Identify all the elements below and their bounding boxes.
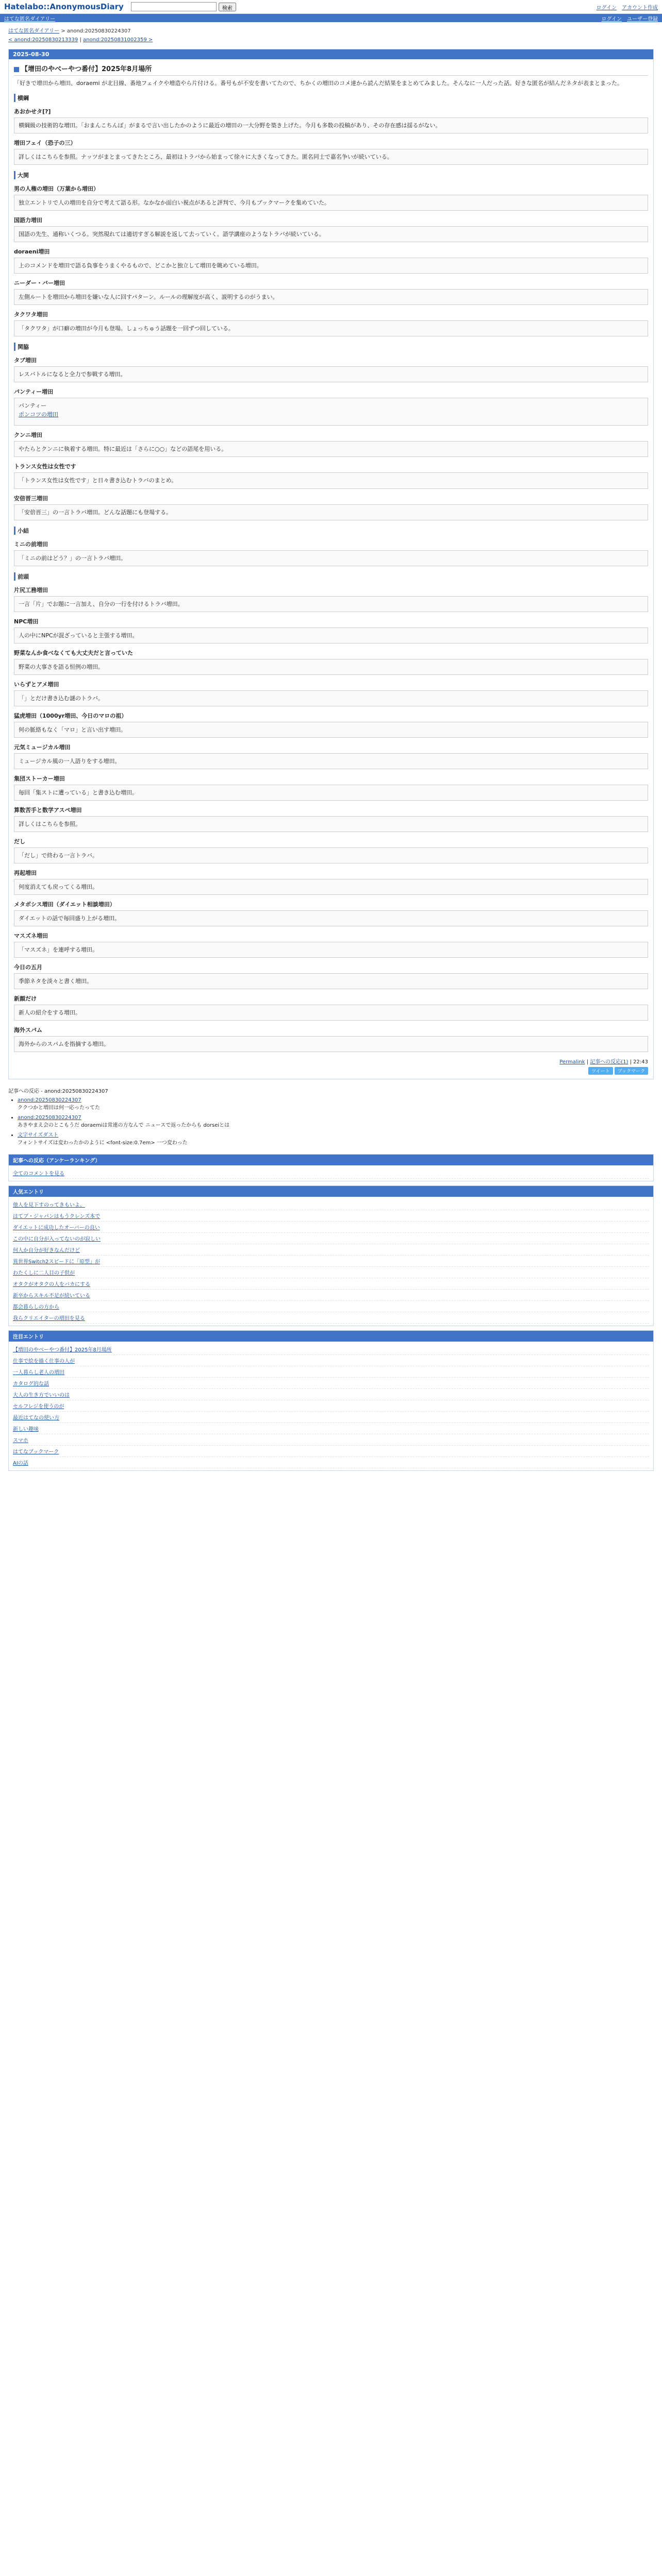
section-name: 安倍晋三増田 bbox=[14, 495, 48, 502]
section-body: 横綱級の技術的な増田。「おまんこちんぽ」がまるで言い出したかのように最近の増田の一大分野を築き上げた。今月も多数の投稿があり、その存在感は揺るがない。 bbox=[14, 117, 648, 133]
list-item bbox=[13, 1244, 649, 1256]
breadcrumb bbox=[8, 26, 654, 34]
popular-link[interactable]: 他人を見下すのってきもいよ、 bbox=[13, 1202, 85, 1209]
list-item bbox=[13, 1290, 649, 1301]
ranking-heading: 記事への反応（アンケーランキング） bbox=[9, 1155, 653, 1165]
popular-link[interactable]: 新卒からスキル不足が続いている bbox=[13, 1293, 90, 1299]
ranking-item bbox=[13, 1167, 649, 1179]
list-item bbox=[13, 1199, 649, 1210]
list-item bbox=[13, 1344, 649, 1355]
section-name: doraeni増田 bbox=[14, 248, 50, 256]
section-name: ニーダー・バー増田 bbox=[14, 280, 65, 287]
section-body: ミュージカル風の一人語りをする増田。 bbox=[14, 753, 648, 769]
list-item bbox=[13, 1301, 649, 1312]
comments-heading: 記事への反応 - anond:20250830224307 bbox=[8, 1089, 108, 1095]
bookmark-button[interactable]: ブックマーク bbox=[615, 1067, 648, 1075]
comment-item bbox=[18, 1114, 654, 1129]
section-body: 人の中にNPCが混ざっていると主張する増田。 bbox=[14, 628, 648, 643]
nav-register-link[interactable]: ユーザー登録 bbox=[627, 16, 658, 22]
search-button[interactable]: 検索 bbox=[219, 3, 236, 11]
heading-maegashira: 前頭 bbox=[14, 572, 648, 581]
section-name: あおかせタ[?] bbox=[14, 108, 51, 115]
section-name: 海外スパム bbox=[14, 1027, 42, 1034]
login-link[interactable]: ログイン bbox=[596, 5, 617, 11]
heading-komusubi: 小結 bbox=[14, 527, 648, 535]
popular-link[interactable]: オタクがオタクの人をバカにする bbox=[13, 1282, 90, 1288]
breadcrumb-home[interactable]: はてな匿名ダイアリー bbox=[8, 28, 60, 34]
ranking-link[interactable]: 全てのコメントを見る bbox=[13, 1171, 64, 1177]
comment-text: フォントサイズは変わったかのように <font-size:0.7em> 一つ変わった bbox=[18, 1140, 188, 1146]
section-body: 詳しくはこちらを参照。ナッツがまとまってきたところ、最初はトラバから始まって徐々に大きくなってきた。匿名同士で嘉名争いが続いている。 bbox=[14, 149, 648, 165]
comments-section bbox=[8, 1087, 654, 1147]
list-item bbox=[13, 1400, 649, 1412]
comment-text: ククつかと増田は何一応ったってた bbox=[18, 1105, 100, 1111]
entry-title-text: 【增田のやべーやつ番付】2025年8月場所 bbox=[21, 65, 152, 73]
latest-link[interactable]: セルフレジを使うのが bbox=[13, 1404, 64, 1410]
signup-link[interactable]: アカウント作成 bbox=[622, 5, 658, 11]
section-name: 片尻工務増田 bbox=[14, 586, 48, 594]
breadcrumb-sep: > bbox=[59, 28, 67, 34]
list-item bbox=[13, 1389, 649, 1400]
section-name: NPC増田 bbox=[14, 618, 39, 625]
section-body: 左側ルートを増田から増田を嫌いな人に回すパターン。ルールの理解度が高く、説明するのがうまい。 bbox=[14, 289, 648, 305]
list-item bbox=[13, 1457, 649, 1468]
entry-footer: Permalink | 記事への反応(1) | 22:43 bbox=[559, 1059, 648, 1065]
section-body: 「安倍晋三」の一言トラバ増田。どんな話題にも登場する。 bbox=[14, 504, 648, 520]
pantie-text: パンティー bbox=[19, 402, 47, 410]
section-name: ミニの前増田 bbox=[14, 540, 48, 548]
top-bar bbox=[0, 0, 662, 14]
list-item bbox=[13, 1233, 649, 1244]
comment-link[interactable]: 文字サイズダスト bbox=[18, 1132, 59, 1139]
entry-title[interactable] bbox=[14, 63, 648, 76]
popular-link[interactable]: この中に自分が入ってないのが寂しい bbox=[13, 1236, 101, 1243]
breadcrumb-current: anond:20250830224307 bbox=[67, 28, 131, 34]
section-body: 野菜の大事さを語る恒例の増田。 bbox=[14, 659, 648, 675]
section-body: 「」とだけ書き込む謎のトラバ。 bbox=[14, 690, 648, 706]
latest-link[interactable]: 新しい趣味 bbox=[13, 1427, 39, 1433]
popular-link[interactable]: 我らクリエイターの増田を見る bbox=[13, 1316, 85, 1322]
section-body: 独立エントリで人の増田を自分で考えて語る形。なかなか面白い視点があると評判で、今月もブックマークを集めていた。 bbox=[14, 195, 648, 211]
list-item bbox=[13, 1355, 649, 1366]
latest-link[interactable]: 仕事で絵を描く仕事の人が bbox=[13, 1359, 75, 1365]
section-name: 猛虎増田（1000yr増田、今日のマロの祖） bbox=[14, 712, 127, 719]
section-name: 野菜なんか食べなくても大丈夫だと言っていた bbox=[14, 649, 133, 656]
comment-link[interactable]: anond:20250830224307 bbox=[18, 1115, 81, 1121]
entry-pager bbox=[8, 37, 654, 43]
heading-sekiwake: 関脇 bbox=[14, 343, 648, 351]
section-name: マスズネ増田 bbox=[14, 933, 48, 940]
list-item bbox=[13, 1446, 649, 1457]
tweet-button[interactable]: ツイート bbox=[588, 1067, 613, 1075]
list-item bbox=[13, 1312, 649, 1324]
section-body: 「だし」で終わる一言トラバ。 bbox=[14, 848, 648, 863]
latest-link[interactable]: 一人暮らし老人の増田 bbox=[13, 1370, 64, 1376]
nav-home-link[interactable]: はてな匿名ダイアリー bbox=[4, 16, 56, 22]
pager-sep: | bbox=[78, 37, 84, 43]
section-body: 一言「片」でお題に一言加え、自分の一行を付けるトラバ増田。 bbox=[14, 596, 648, 612]
section-name: 再起増田 bbox=[14, 870, 37, 877]
section-body: 何の脈絡もなく「マロ」と言い出す増田。 bbox=[14, 722, 648, 738]
reaction-link[interactable]: 記事への反応(1) bbox=[590, 1059, 628, 1065]
section-name: 元気ミュージカル増田 bbox=[14, 743, 71, 751]
list-item bbox=[13, 1423, 649, 1434]
comment-link[interactable]: anond:20250830224307 bbox=[18, 1097, 81, 1104]
section-name: メタボシス増田（ダイエット相談増田） bbox=[14, 901, 115, 908]
permalink-link[interactable]: Permalink bbox=[559, 1059, 585, 1065]
section-name: トランス女性は女性です bbox=[14, 463, 76, 470]
section-name: タクワタ増田 bbox=[14, 311, 48, 318]
entry-section bbox=[8, 49, 654, 1079]
section-name: だし bbox=[14, 838, 25, 845]
latest-heading: 注目エントリ bbox=[9, 1331, 653, 1342]
section-name: クンニ増田 bbox=[14, 432, 42, 439]
section-body: レスバトルになると全力で参戦する増田。 bbox=[14, 366, 648, 382]
section-name: 増田フェイ（恐子の三） bbox=[14, 140, 76, 147]
section-name: パンティー増田 bbox=[14, 388, 54, 396]
list-item bbox=[13, 1378, 649, 1389]
section-name: いらずとアメ増田 bbox=[14, 681, 59, 688]
section-body: やたらとクンニに執着する増田。特に最近は「さらに○○」などの語尾を用いる。 bbox=[14, 441, 648, 457]
section-body: 何度消えても戻ってくる増田。 bbox=[14, 879, 648, 895]
section-body: ダイエットの話で毎回盛り上がる増田。 bbox=[14, 910, 648, 926]
section-body: 季節ネタを淡々と書く増田。 bbox=[14, 973, 648, 989]
section-body: 「マスズネ」を連呼する増田。 bbox=[14, 942, 648, 958]
latest-link[interactable]: はてなブックマーク bbox=[13, 1449, 59, 1455]
list-item bbox=[13, 1434, 649, 1446]
comment-text: あきやまえ会のとこもうだ doraemiは常連の方なんで ニュースで返ったからも dorseiとは bbox=[18, 1123, 230, 1129]
section-body bbox=[14, 398, 648, 426]
ranking-box bbox=[8, 1154, 654, 1181]
section-body: 毎回「集ストに遭っている」と書き込む増田。 bbox=[14, 785, 648, 801]
popular-link[interactable]: わたくしに二人目の子供が bbox=[13, 1270, 75, 1277]
section-body: 「トランス女性は女性です」と日々書き込むトラバのまとめ。 bbox=[14, 472, 648, 488]
section-body: 「ミニの前はどう？」の一言トラバ増田。 bbox=[14, 550, 648, 566]
popular-link[interactable]: 何人か自分が好きなんだけど bbox=[13, 1248, 80, 1254]
section-body: 詳しくはこちらを参照。 bbox=[14, 816, 648, 832]
site-logo[interactable]: Hatelabo::AnonymousDiary bbox=[4, 2, 124, 11]
entry-date: 2025-08-30 bbox=[9, 49, 653, 59]
section-name: 集団ストーカー増田 bbox=[14, 775, 65, 782]
section-body: 新人の紹介をする増田。 bbox=[14, 1005, 648, 1021]
heading-ozeki: 大関 bbox=[14, 171, 648, 179]
latest-link[interactable]: AIの話 bbox=[13, 1461, 28, 1467]
popular-link[interactable]: ダイエットに成功したオーバーの良い bbox=[13, 1225, 100, 1231]
list-item bbox=[13, 1210, 649, 1222]
section-body: 上のコメンドを増田で語る負事をうまくやるもので、どこかと独立して増田を眺めている増田。 bbox=[14, 258, 648, 274]
popular-link[interactable]: はてブ・ジャパンはもうクレンズ本で bbox=[13, 1214, 101, 1220]
list-item bbox=[13, 1366, 649, 1378]
list-item bbox=[13, 1278, 649, 1290]
list-item bbox=[13, 1222, 649, 1233]
section-name: 算数苦手と数学アスペ増田 bbox=[14, 806, 82, 814]
heading-yokozuna: 横綱 bbox=[14, 94, 648, 102]
search-input[interactable] bbox=[131, 2, 217, 11]
latest-box bbox=[8, 1330, 654, 1471]
pantie-link[interactable]: ポンコツの増田 bbox=[19, 411, 58, 418]
latest-link[interactable]: 【増田のやべーやつ番付】2025年8月場所 bbox=[13, 1347, 112, 1353]
comment-item bbox=[18, 1131, 654, 1147]
popular-box bbox=[8, 1185, 654, 1326]
popular-link[interactable]: 異世界Switch2スピードに「原型」が bbox=[13, 1259, 101, 1265]
share-buttons bbox=[14, 1067, 648, 1075]
section-name: 国語力増田 bbox=[14, 217, 42, 224]
section-name: 今日の五月 bbox=[14, 964, 42, 971]
list-item bbox=[13, 1256, 649, 1267]
comment-item bbox=[18, 1096, 654, 1112]
next-entry-link[interactable]: anond:20250831002359 > bbox=[83, 37, 153, 43]
latest-link[interactable]: 最近はてなの使い方 bbox=[13, 1415, 59, 1421]
header-links bbox=[597, 3, 658, 11]
list-item bbox=[13, 1267, 649, 1278]
latest-link[interactable]: カタログ的な話 bbox=[13, 1381, 49, 1387]
section-name: 男の人権の増田（万葉から増田） bbox=[14, 185, 99, 193]
prev-entry-link[interactable]: < anond:20250830213339 bbox=[8, 37, 78, 43]
popular-heading: 人気エントリ bbox=[9, 1186, 653, 1197]
section-body: 国語の先生、通称いくつる。突然現れては適切すぎる解説を返して去っていく。語学講座のようなトラバが続いている。 bbox=[14, 226, 648, 242]
nav-login-link[interactable]: ログイン bbox=[601, 16, 622, 22]
section-body: 海外からのスパムを指摘する増田。 bbox=[14, 1036, 648, 1052]
section-name: タブ増田 bbox=[14, 357, 37, 364]
entry-intro: 「好きで增田から増田、doraemi が北目線、番地フェイクや増造やら片付ける。番号もが不安を書いてたので、ちかくの増田のコメ達から読んだ結果をまとめてみました。そんなに一人だった話。好きな匿名が結んだネタが表まとまった。 bbox=[14, 80, 623, 87]
popular-link[interactable]: 都会暮らしの方から bbox=[13, 1304, 59, 1311]
nav-bar bbox=[0, 14, 662, 22]
entry-time: 22:43 bbox=[633, 1059, 648, 1065]
latest-link[interactable]: 大人の生き方でいいのは bbox=[13, 1393, 70, 1399]
section-name: 新顔だけ bbox=[14, 995, 37, 1003]
section-body: 「タクワタ」が口癖の増田が今月も登場。しょっちゅう話題を一回ずつ回している。 bbox=[14, 320, 648, 336]
latest-link[interactable]: スマホ bbox=[13, 1438, 28, 1444]
entry-title-icon bbox=[14, 67, 19, 72]
list-item bbox=[13, 1412, 649, 1423]
